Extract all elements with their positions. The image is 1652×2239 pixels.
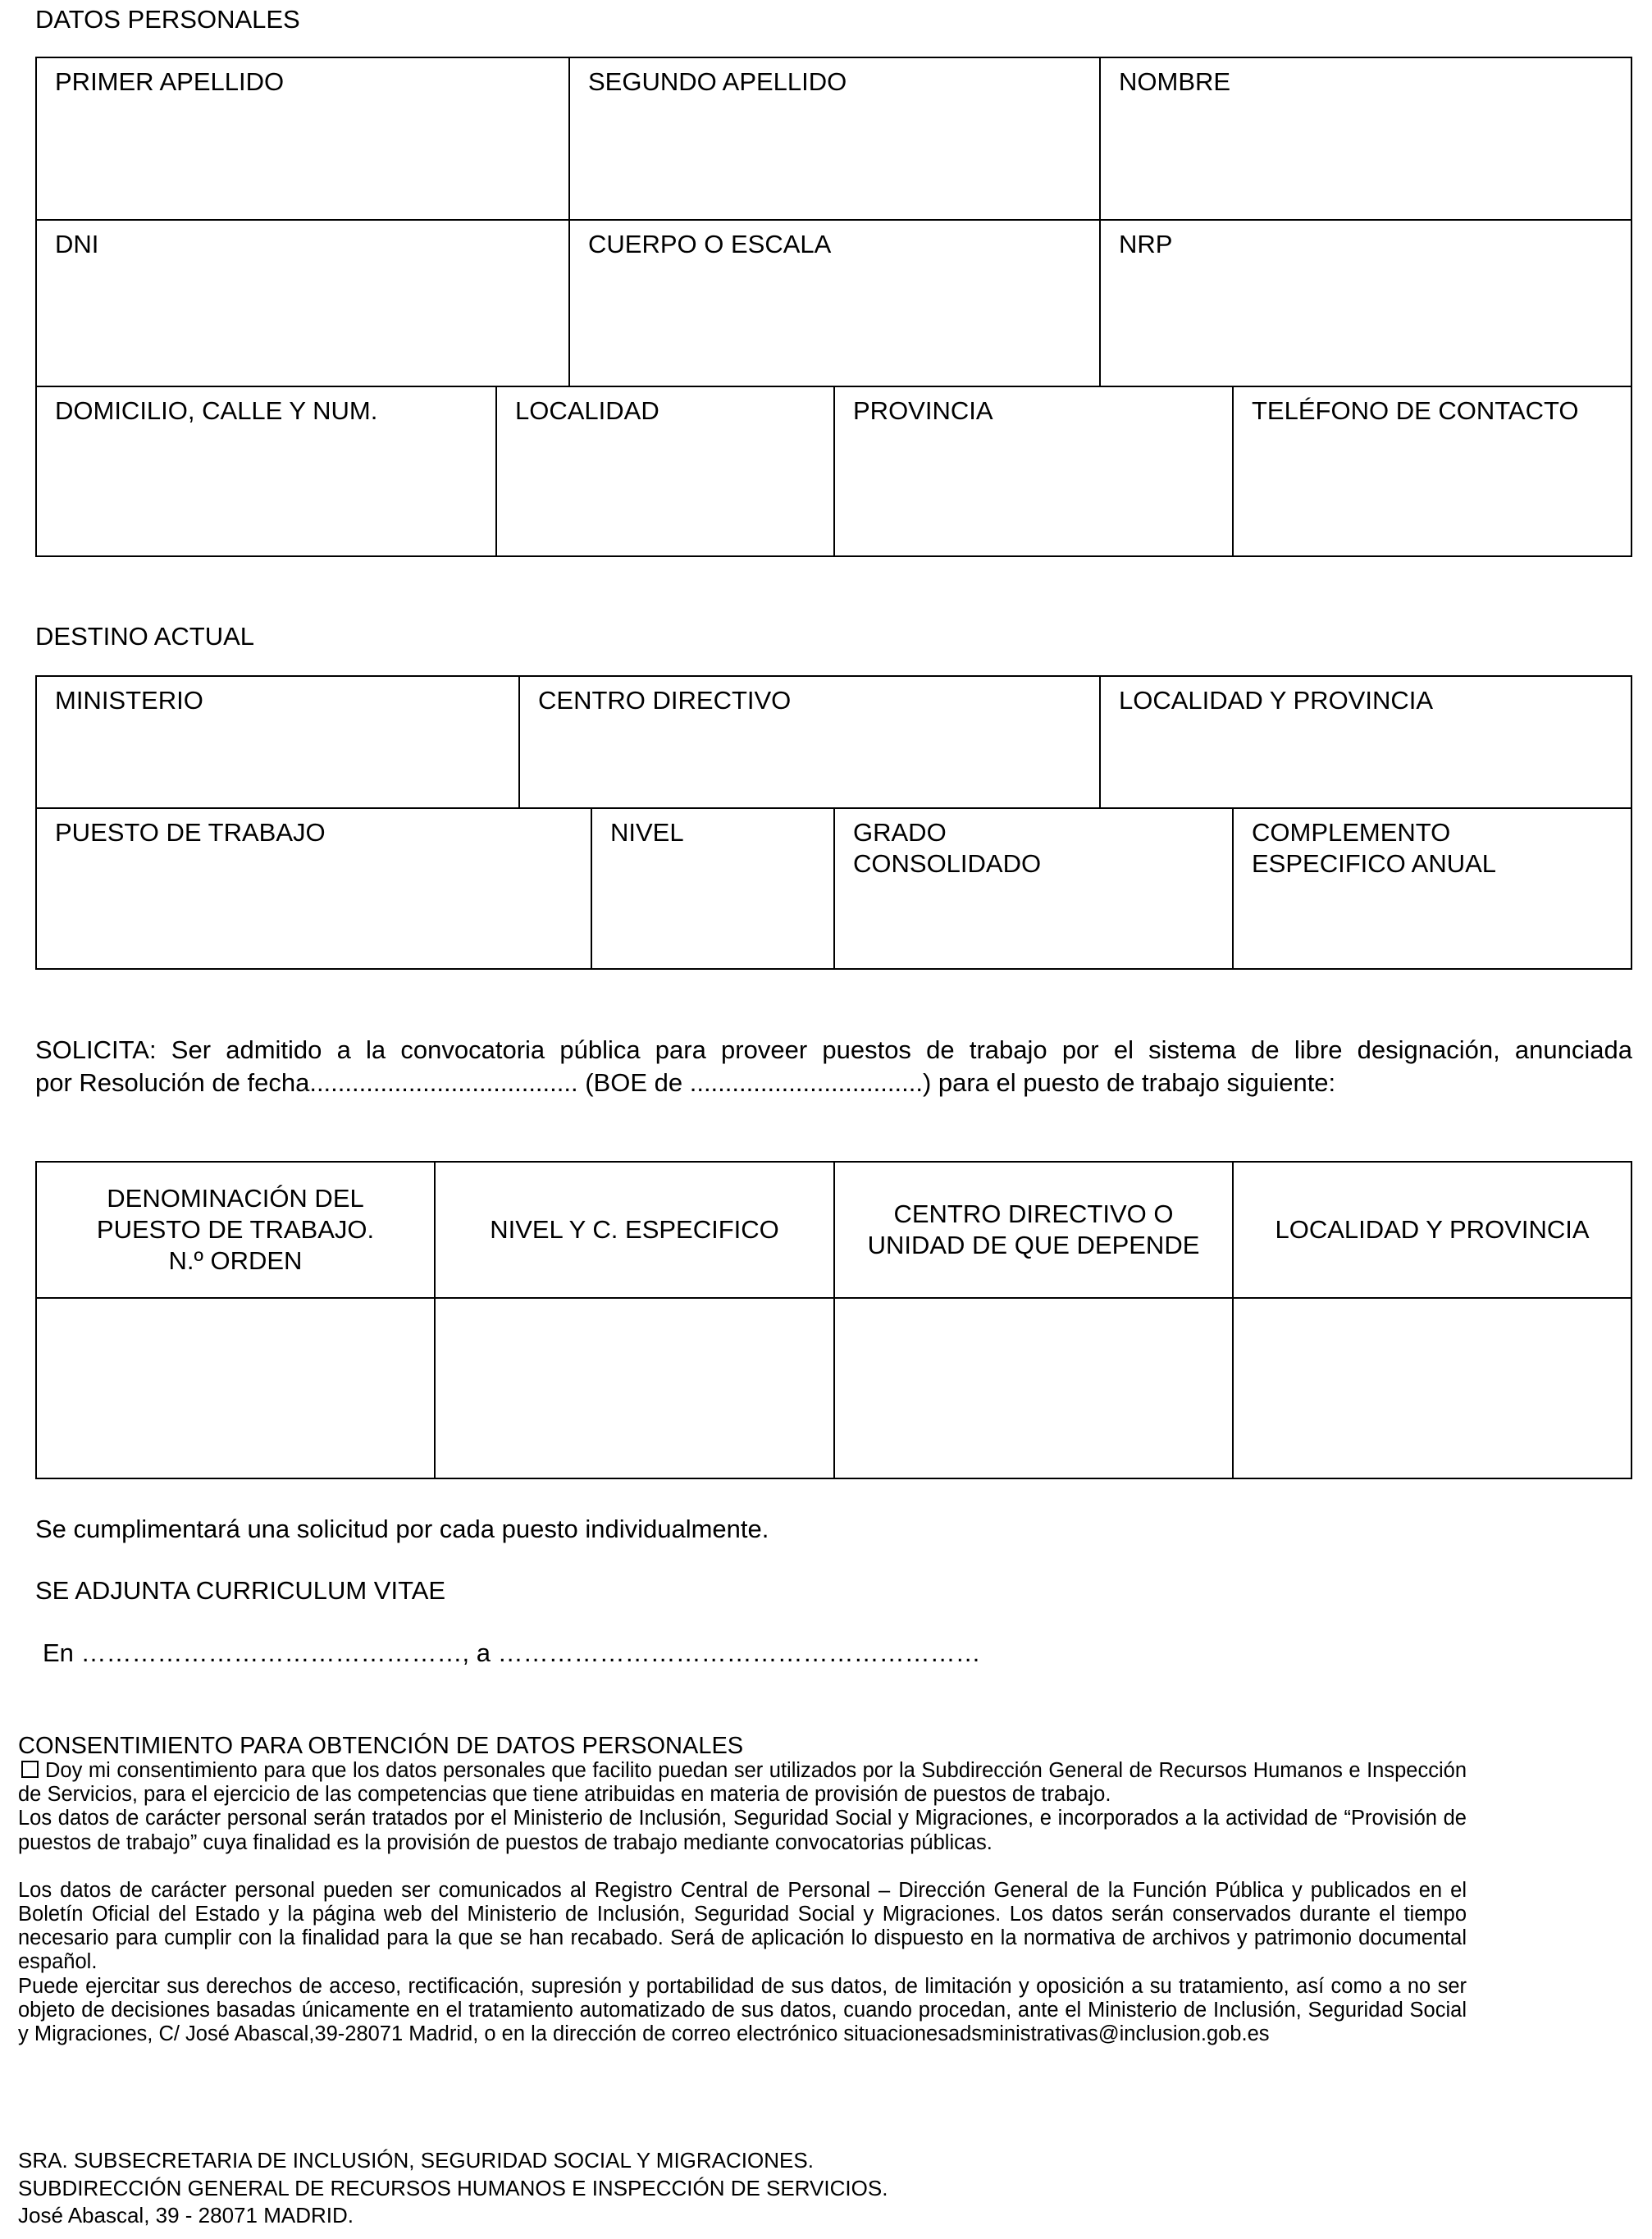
header-denominacion (35, 1161, 436, 1299)
section-title-datos-personales: DATOS PERSONALES (35, 5, 300, 34)
field-label: NIVEL (610, 818, 684, 847)
section-title-destino-actual: DESTINO ACTUAL (35, 622, 254, 651)
solicita-line-2: por Resolución de fecha...................................... (BOE de .................................) para el puesto de trabajo siguiente: (35, 1068, 1336, 1097)
recipient-line: SUBDIRECCIÓN GENERAL DE RECURSOS HUMANOS E INSPECCIÓN DE SERVICIOS. (18, 2175, 888, 2200)
field-label: CENTRO DIRECTIVO (538, 686, 792, 715)
header-label: DENOMINACIÓN DEL PUESTO DE TRABAJO. N.º ORDEN (96, 1184, 375, 1275)
field-label: PROVINCIA (853, 396, 993, 425)
header-centro-directivo (833, 1161, 1234, 1299)
consent-checkbox-text: Doy mi consentimiento para que los datos personales que facilito puedan ser utilizados por la Subdirección General de Recursos Humanos e Inspección de Servicios, para el ejercicio de las competencias que tiene atribuidas en materia de provisión de puestos de trabajo. (18, 1759, 1467, 1807)
field-label: COMPLEMENTO ESPECIFICO ANUAL (1252, 818, 1497, 878)
consent-checkbox[interactable] (21, 1761, 39, 1778)
field-label: CUERPO O ESCALA (588, 230, 832, 258)
field-puesto-trabajo[interactable] (35, 807, 592, 970)
header-label: CENTRO DIRECTIVO O UNIDAD DE QUE DEPENDE (867, 1199, 1200, 1259)
header-label: LOCALIDAD Y PROVINCIA (1275, 1215, 1590, 1244)
field-segundo-apellido[interactable] (568, 57, 1101, 221)
field-localidad[interactable] (495, 386, 835, 557)
field-label: LOCALIDAD (515, 396, 659, 425)
consent-paragraph-3: Puede ejercitar sus derechos de acceso, rectificación, supresión y portabilidad de sus datos, de limitación y oposición a su tratamiento, así como a no ser objeto de decisiones basadas únicamente en el tratamiento automatizado de sus datos, cuando procedan, ante el Ministerio de Inclusión, Seguridad Social y Migraciones, C/ José Abascal,39-28071 Madrid, o en la dirección de correo electrónico situacionesadsministrativas@inclusion.gob.es (18, 1974, 1467, 2046)
field-label: PRIMER APELLIDO (55, 67, 285, 96)
header-label: NIVEL Y C. ESPECIFICO (490, 1215, 779, 1244)
place-date-line[interactable]: En ………………………………………, a ………………………………………………… (43, 1638, 981, 1667)
field-grado-consolidado[interactable] (833, 807, 1234, 970)
solicita-line-1: SOLICITA: Ser admitido a la convocatoria pública para proveer puestos de trabajo por el sistema de libre designación, anunciada (35, 1035, 1632, 1064)
field-dni[interactable] (35, 219, 570, 387)
note-individual: Se cumplimentará una solicitud por cada puesto individualmente. (35, 1515, 769, 1543)
input-nivel[interactable] (434, 1297, 835, 1479)
field-label: NOMBRE (1119, 67, 1231, 96)
field-nrp[interactable] (1099, 219, 1632, 387)
field-label: TELÉFONO DE CONTACTO (1252, 396, 1579, 425)
field-provincia[interactable] (833, 386, 1234, 557)
field-label: DNI (55, 230, 99, 258)
field-ministerio[interactable] (35, 675, 520, 809)
recipient-line: José Abascal, 39 - 28071 MADRID. (18, 2203, 354, 2228)
recipient-line: SRA. SUBSECRETARIA DE INCLUSIÓN, SEGURIDAD SOCIAL Y MIGRACIONES. (18, 2148, 814, 2173)
input-localidad[interactable] (1232, 1297, 1632, 1479)
field-label: NRP (1119, 230, 1173, 258)
header-localidad (1232, 1161, 1632, 1299)
consent-paragraph-2: Los datos de carácter personal pueden ser comunicados al Registro Central de Personal – Dirección General de la Función Pública y publicados en el Boletín Oficial del Estado y la página web del Ministerio de Inclusión, Seguridad Social y Migraciones. Los datos serán conservados durante el tiempo necesario para cumplir con la finalidad para la que se han recabado. Será de aplicación lo dispuesto en la normativa de archivos y patrimonio documental español. (18, 1878, 1467, 1974)
consent-title: CONSENTIMIENTO PARA OBTENCIÓN DE DATOS PERSONALES (18, 1733, 744, 1759)
field-complemento-especifico[interactable] (1232, 807, 1632, 970)
header-nivel (434, 1161, 835, 1299)
note-adjunta-cv: SE ADJUNTA CURRICULUM VITAE (35, 1576, 446, 1605)
recipient-address (18, 2147, 888, 2230)
field-label: DOMICILIO, CALLE Y NUM. (55, 396, 378, 425)
consent-section (18, 1733, 1467, 2046)
field-label: MINISTERIO (55, 686, 203, 715)
field-centro-directivo[interactable] (518, 675, 1101, 809)
input-centro-directivo[interactable] (833, 1297, 1234, 1479)
field-telefono[interactable] (1232, 386, 1632, 557)
field-domicilio[interactable] (35, 386, 497, 557)
field-nivel[interactable] (591, 807, 835, 970)
field-label: PUESTO DE TRABAJO (55, 818, 326, 847)
consent-paragraph-1: Los datos de carácter personal serán tratados por el Ministerio de Inclusión, Seguridad Social y Migraciones, e incorporados a la actividad de “Provisión de puestos de trabajo” cuya finalidad es la provisión de puestos de trabajo mediante convocatorias públicas. (18, 1807, 1467, 1854)
field-nombre[interactable] (1099, 57, 1632, 221)
field-label: LOCALIDAD Y PROVINCIA (1119, 686, 1434, 715)
field-cuerpo-escala[interactable] (568, 219, 1101, 387)
field-label: GRADO CONSOLIDADO (853, 818, 1042, 878)
field-localidad-provincia[interactable] (1099, 675, 1632, 809)
field-label: SEGUNDO APELLIDO (588, 67, 847, 96)
input-denominacion[interactable] (35, 1297, 436, 1479)
field-primer-apellido[interactable] (35, 57, 570, 221)
